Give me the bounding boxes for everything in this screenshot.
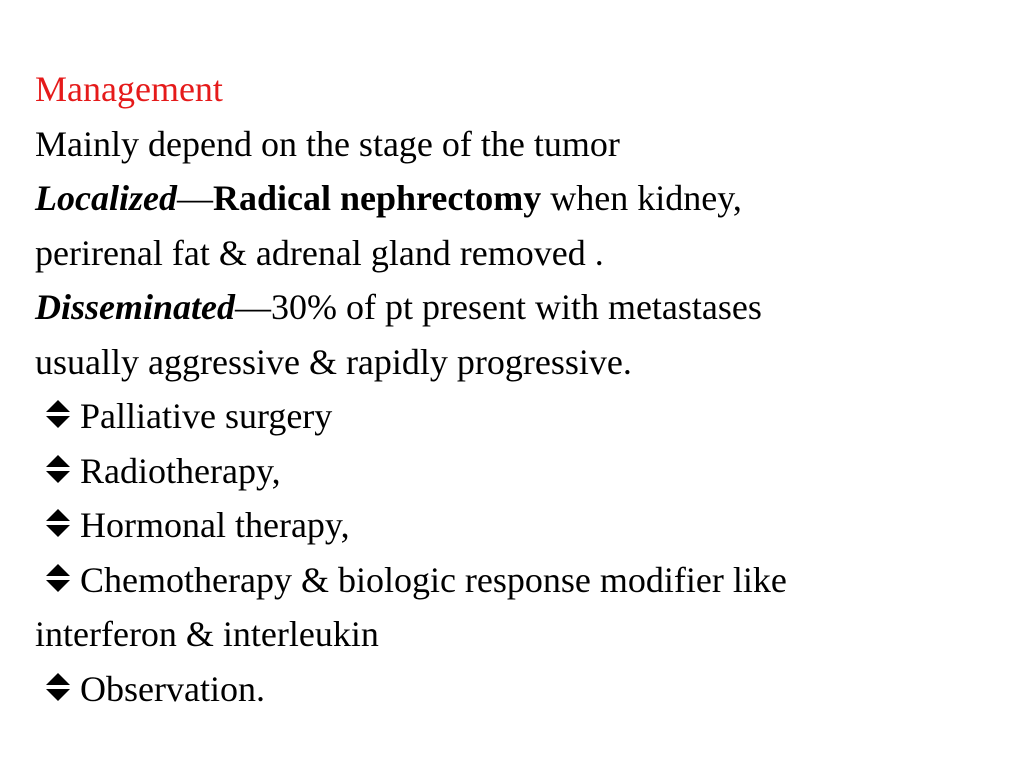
up-down-arrow-icon [45, 672, 71, 702]
disseminated-rest: —30% of pt present with metastases [235, 287, 762, 327]
bullet-text: Hormonal therapy, [80, 505, 350, 545]
localized-line-2: perirenal fat & adrenal gland removed . [35, 232, 604, 273]
bullet-item [35, 389, 984, 444]
up-down-arrow-icon [45, 454, 71, 484]
bullet-item [35, 553, 984, 608]
bullet-text: Palliative surgery [80, 396, 333, 436]
bullet-text: Chemotherapy & biologic response modifier like [80, 559, 787, 600]
disseminated-term: Disseminated [35, 287, 236, 327]
up-down-arrow-icon [45, 508, 71, 538]
localized-line [35, 171, 984, 226]
slide-heading: Management [35, 69, 223, 109]
disseminated-line [35, 280, 984, 335]
up-down-arrow-icon [45, 563, 71, 593]
bullet-item [35, 444, 984, 499]
bullet-text: Observation. [80, 668, 265, 709]
bullet-text: Radiotherapy, [80, 450, 281, 491]
bullet-item [35, 662, 984, 717]
bullet-continuation: interferon & interleukin [35, 614, 379, 654]
disseminated-line-2: usually aggressive & rapidly progressive. [35, 341, 632, 382]
bullet-item [35, 498, 984, 553]
up-down-arrow-icon [45, 399, 71, 429]
localized-procedure: Radical nephrectomy [212, 178, 542, 218]
localized-term: Localized [35, 178, 177, 218]
intro-text: Mainly depend on the stage of the tumor [35, 123, 620, 164]
localized-dash: — [176, 178, 213, 218]
localized-rest: when kidney, [541, 178, 742, 218]
